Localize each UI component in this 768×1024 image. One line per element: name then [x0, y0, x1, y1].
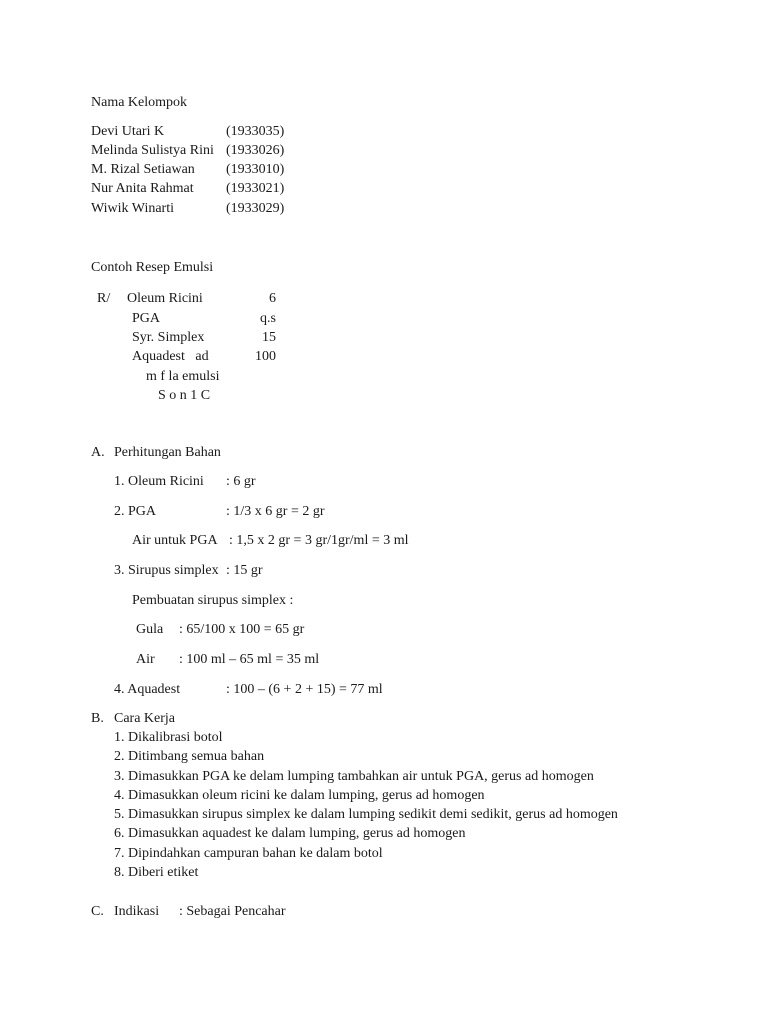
recipe-instruction: m f la emulsi	[146, 369, 220, 384]
member-name: Devi Utari K	[91, 124, 165, 139]
recipe-heading: Contoh Resep Emulsi	[91, 260, 214, 275]
calc-value: : 100 – (6 + 2 + 15) = 77 ml	[226, 682, 383, 697]
recipe-prefix: R/	[97, 291, 111, 306]
recipe-item-qty: 100	[255, 349, 276, 364]
section-c-value: : Sebagai Pencahar	[179, 904, 286, 919]
step-item: 6. Dimasukkan aquadest ke dalam lumping, gerus ad homogen	[114, 826, 466, 841]
calc-label: Air	[136, 652, 155, 667]
recipe-item-name: PGA	[132, 311, 161, 326]
member-id: (1933029)	[226, 201, 285, 216]
recipe-item-name: Syr. Simplex	[132, 330, 205, 345]
section-a-title: Perhitungan Bahan	[114, 445, 221, 460]
recipe-signa: S o n 1 C	[158, 388, 211, 403]
member-id: (1933035)	[226, 124, 285, 139]
recipe-item-name: Oleum Ricini	[127, 291, 203, 306]
calc-label: Gula	[136, 622, 164, 637]
calc-label: Air untuk PGA	[132, 533, 218, 548]
section-a-letter: A.	[91, 445, 105, 460]
recipe-item-qty: q.s	[260, 311, 276, 326]
step-item: 4. Dimasukkan oleum ricini ke dalam lumping, gerus ad homogen	[114, 788, 485, 803]
recipe-item-qty: 6	[269, 291, 276, 306]
member-name: Melinda Sulistya Rini	[91, 143, 214, 158]
step-item: 8. Diberi etiket	[114, 865, 199, 880]
calc-value: : 65/100 x 100 = 65 gr	[179, 622, 305, 637]
step-item: 1. Dikalibrasi botol	[114, 730, 223, 745]
step-item: 5. Dimasukkan sirupus simplex ke dalam lumping sedikit demi sedikit, gerus ad homogen	[114, 807, 618, 822]
member-id: (1933010)	[226, 162, 285, 177]
step-item: 2. Ditimbang semua bahan	[114, 749, 265, 764]
calc-value: : 1/3 x 6 gr = 2 gr	[226, 504, 325, 519]
section-b-letter: B.	[91, 711, 104, 726]
calc-label: 4. Aquadest	[114, 682, 181, 697]
calc-label: 1. Oleum Ricini	[114, 474, 204, 489]
group-heading: Nama Kelompok	[91, 95, 188, 110]
section-c-letter: C.	[91, 904, 104, 919]
member-name: Wiwik Winarti	[91, 201, 174, 216]
calc-subheading: Pembuatan sirupus simplex :	[132, 593, 294, 608]
calc-label: 3. Sirupus simplex	[114, 563, 219, 578]
section-c-label: Indikasi	[114, 904, 160, 919]
recipe-item-qty: 15	[262, 330, 276, 345]
calc-value: : 6 gr	[226, 474, 256, 489]
member-name: M. Rizal Setiawan	[91, 162, 195, 177]
calc-value: : 1,5 x 2 gr = 3 gr/1gr/ml = 3 ml	[229, 533, 409, 548]
calc-value: : 15 gr	[226, 563, 263, 578]
recipe-item-name: Aquadest ad	[132, 349, 209, 364]
section-b-title: Cara Kerja	[114, 711, 176, 726]
member-id: (1933021)	[226, 181, 285, 196]
member-id: (1933026)	[226, 143, 285, 158]
step-item: 7. Dipindahkan campuran bahan ke dalam botol	[114, 846, 383, 861]
member-name: Nur Anita Rahmat	[91, 181, 194, 196]
calc-label: 2. PGA	[114, 504, 157, 519]
step-item: 3. Dimasukkan PGA ke delam lumping tambahkan air untuk PGA, gerus ad homogen	[114, 769, 594, 784]
calc-value: : 100 ml – 65 ml = 35 ml	[179, 652, 320, 667]
